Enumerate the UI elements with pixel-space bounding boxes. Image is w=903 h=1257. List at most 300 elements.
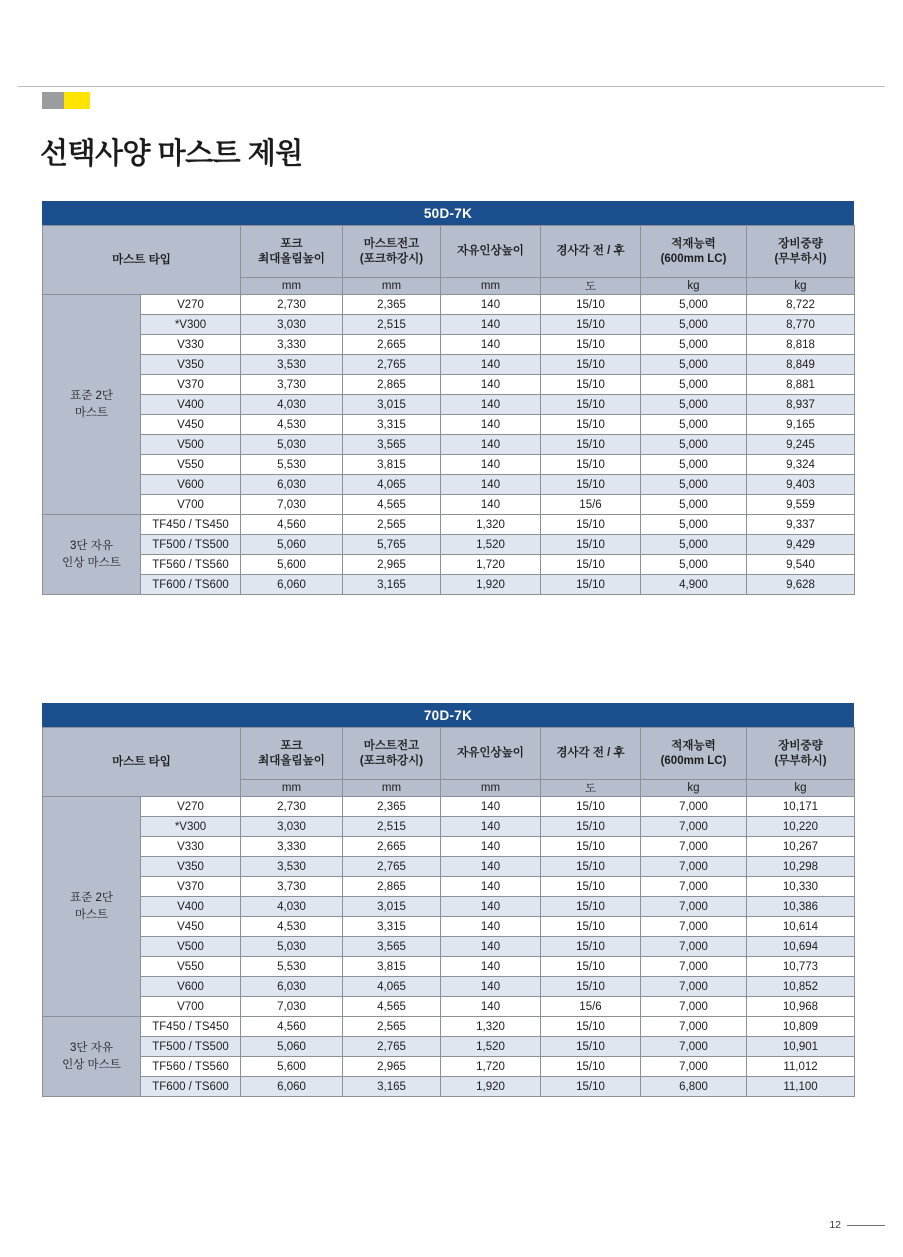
cell-capacity: 7,000	[641, 797, 747, 817]
header-mast-line1: 마스트전고	[363, 237, 420, 250]
cell-mast: 2,515	[343, 817, 441, 837]
cell-mast: 5,765	[343, 535, 441, 555]
cell-free: 140	[441, 817, 541, 837]
unit-mast: mm	[343, 278, 441, 295]
cell-capacity: 5,000	[641, 555, 747, 575]
cell-weight: 10,220	[747, 817, 855, 837]
cell-weight: 8,818	[747, 335, 855, 355]
cell-model: V330	[141, 335, 241, 355]
table-row	[43, 455, 855, 475]
table-row	[43, 1077, 855, 1097]
header-capacity	[641, 728, 747, 780]
footer-rule	[847, 1225, 885, 1226]
cell-weight: 9,403	[747, 475, 855, 495]
table-row	[43, 475, 855, 495]
cell-fork: 4,530	[241, 415, 343, 435]
table-header-row	[43, 728, 855, 780]
cell-capacity: 5,000	[641, 495, 747, 515]
cell-free: 140	[441, 315, 541, 335]
cell-model: V700	[141, 495, 241, 515]
cell-model: V600	[141, 977, 241, 997]
header-fork-max-lift	[241, 226, 343, 278]
cell-fork: 4,030	[241, 897, 343, 917]
header-mast-type: 마스트 타입	[43, 226, 241, 295]
header-free-lift: 자유인상높이	[441, 728, 541, 780]
cell-weight: 8,937	[747, 395, 855, 415]
header-fork-line2: 최대올림높이	[258, 754, 325, 767]
cell-model: V450	[141, 415, 241, 435]
cell-capacity: 5,000	[641, 455, 747, 475]
cell-fork: 5,030	[241, 937, 343, 957]
cell-tilt: 15/10	[541, 817, 641, 837]
cell-mast: 2,765	[343, 857, 441, 877]
table-body-triple	[43, 1017, 855, 1097]
cell-mast: 2,565	[343, 515, 441, 535]
cell-fork: 5,600	[241, 1057, 343, 1077]
cell-model: V400	[141, 395, 241, 415]
cell-free: 1,920	[441, 1077, 541, 1097]
cell-weight: 10,267	[747, 837, 855, 857]
cell-fork: 3,730	[241, 375, 343, 395]
cell-model: TF450 / TS450	[141, 515, 241, 535]
cell-weight: 11,100	[747, 1077, 855, 1097]
unit-weight: kg	[747, 278, 855, 295]
cell-free: 1,920	[441, 575, 541, 595]
cell-weight: 10,298	[747, 857, 855, 877]
cell-mast: 3,565	[343, 435, 441, 455]
color-swatch-group	[42, 92, 90, 109]
cell-model: *V300	[141, 817, 241, 837]
page-title: 선택사양 마스트 제원	[40, 138, 303, 170]
table-row	[43, 495, 855, 515]
cell-tilt: 15/10	[541, 455, 641, 475]
cell-weight: 9,165	[747, 415, 855, 435]
group-label-standard-2stage	[43, 295, 141, 515]
header-free-lift: 자유인상높이	[441, 226, 541, 278]
table-row	[43, 415, 855, 435]
cell-free: 140	[441, 355, 541, 375]
cell-tilt: 15/10	[541, 1077, 641, 1097]
cell-capacity: 5,000	[641, 375, 747, 395]
table-row	[43, 1037, 855, 1057]
cell-capacity: 5,000	[641, 335, 747, 355]
table-row	[43, 575, 855, 595]
cell-fork: 3,530	[241, 857, 343, 877]
cell-free: 140	[441, 997, 541, 1017]
header-capacity-line1: 적재능력	[671, 237, 716, 250]
cell-model: TF560 / TS560	[141, 1057, 241, 1077]
cell-mast: 3,165	[343, 575, 441, 595]
cell-weight: 10,171	[747, 797, 855, 817]
cell-capacity: 5,000	[641, 535, 747, 555]
cell-tilt: 15/10	[541, 515, 641, 535]
cell-capacity: 7,000	[641, 1017, 747, 1037]
swatch-gray-icon	[42, 92, 64, 109]
table-row	[43, 997, 855, 1017]
cell-fork: 4,560	[241, 515, 343, 535]
unit-free: mm	[441, 780, 541, 797]
cell-model: V550	[141, 957, 241, 977]
unit-weight: kg	[747, 780, 855, 797]
cell-free: 140	[441, 977, 541, 997]
cell-weight: 8,722	[747, 295, 855, 315]
cell-free: 140	[441, 897, 541, 917]
header-capacity	[641, 226, 747, 278]
header-weight	[747, 728, 855, 780]
cell-capacity: 5,000	[641, 415, 747, 435]
group-label-line2: 인상 마스트	[62, 556, 121, 569]
cell-weight: 9,628	[747, 575, 855, 595]
cell-capacity: 7,000	[641, 817, 747, 837]
cell-capacity: 5,000	[641, 315, 747, 335]
cell-free: 140	[441, 917, 541, 937]
cell-capacity: 5,000	[641, 395, 747, 415]
cell-model: V400	[141, 897, 241, 917]
cell-mast: 3,315	[343, 917, 441, 937]
cell-fork: 3,030	[241, 315, 343, 335]
unit-tilt: 도	[541, 278, 641, 295]
cell-mast: 4,065	[343, 475, 441, 495]
cell-model: TF500 / TS500	[141, 535, 241, 555]
cell-mast: 2,865	[343, 375, 441, 395]
cell-fork: 6,030	[241, 475, 343, 495]
cell-model: TF500 / TS500	[141, 1037, 241, 1057]
cell-tilt: 15/10	[541, 797, 641, 817]
header-fork-line2: 최대올림높이	[258, 252, 325, 265]
header-mast-line1: 마스트전고	[363, 739, 420, 752]
cell-free: 140	[441, 495, 541, 515]
cell-model: V350	[141, 355, 241, 375]
cell-tilt: 15/10	[541, 877, 641, 897]
cell-free: 1,520	[441, 1037, 541, 1057]
header-tilt-angle: 경사각 전 / 후	[541, 226, 641, 278]
spec-table	[42, 225, 855, 595]
cell-fork: 3,030	[241, 817, 343, 837]
cell-model: V270	[141, 295, 241, 315]
header-weight-line2: (무부하시)	[774, 754, 827, 767]
cell-fork: 4,560	[241, 1017, 343, 1037]
cell-mast: 2,965	[343, 555, 441, 575]
table-row	[43, 515, 855, 535]
cell-tilt: 15/10	[541, 957, 641, 977]
cell-free: 140	[441, 435, 541, 455]
unit-free: mm	[441, 278, 541, 295]
cell-mast: 4,565	[343, 495, 441, 515]
group-label-line1: 3단 자유	[70, 539, 113, 552]
cell-tilt: 15/10	[541, 435, 641, 455]
cell-tilt: 15/10	[541, 375, 641, 395]
cell-free: 140	[441, 837, 541, 857]
cell-capacity: 7,000	[641, 1057, 747, 1077]
unit-capacity: kg	[641, 278, 747, 295]
header-weight-line2: (무부하시)	[774, 252, 827, 265]
cell-mast: 3,015	[343, 395, 441, 415]
cell-mast: 2,365	[343, 797, 441, 817]
table-row	[43, 1057, 855, 1077]
table-body-standard	[43, 295, 855, 515]
cell-weight: 10,809	[747, 1017, 855, 1037]
cell-fork: 5,600	[241, 555, 343, 575]
cell-weight: 9,324	[747, 455, 855, 475]
cell-model: V270	[141, 797, 241, 817]
cell-capacity: 5,000	[641, 475, 747, 495]
header-weight-line1: 장비중량	[778, 739, 823, 752]
cell-free: 140	[441, 857, 541, 877]
unit-fork: mm	[241, 780, 343, 797]
cell-fork: 5,530	[241, 455, 343, 475]
table-row	[43, 555, 855, 575]
cell-weight: 9,337	[747, 515, 855, 535]
cell-tilt: 15/10	[541, 315, 641, 335]
cell-tilt: 15/10	[541, 1017, 641, 1037]
cell-tilt: 15/10	[541, 575, 641, 595]
group-label-line1: 표준 2단	[70, 891, 113, 904]
header-fork-max-lift	[241, 728, 343, 780]
cell-weight: 8,770	[747, 315, 855, 335]
cell-model: TF600 / TS600	[141, 575, 241, 595]
cell-tilt: 15/10	[541, 395, 641, 415]
group-label-line2: 마스트	[74, 908, 109, 921]
table-row	[43, 957, 855, 977]
header-mast-line2: (포크하강시)	[359, 252, 424, 265]
cell-free: 140	[441, 375, 541, 395]
header-mast-height	[343, 728, 441, 780]
unit-tilt: 도	[541, 780, 641, 797]
cell-capacity: 6,800	[641, 1077, 747, 1097]
spec-table	[42, 727, 855, 1097]
cell-tilt: 15/10	[541, 977, 641, 997]
cell-tilt: 15/10	[541, 415, 641, 435]
group-label-standard-2stage	[43, 797, 141, 1017]
cell-free: 140	[441, 395, 541, 415]
cell-mast: 4,565	[343, 997, 441, 1017]
cell-fork: 5,060	[241, 1037, 343, 1057]
cell-free: 1,720	[441, 1057, 541, 1077]
cell-free: 140	[441, 335, 541, 355]
table-row	[43, 535, 855, 555]
cell-free: 1,320	[441, 515, 541, 535]
cell-free: 140	[441, 797, 541, 817]
cell-tilt: 15/10	[541, 475, 641, 495]
cell-mast: 2,865	[343, 877, 441, 897]
cell-fork: 5,030	[241, 435, 343, 455]
header-divider	[18, 86, 885, 87]
group-label-triple-free	[43, 1017, 141, 1097]
table-row	[43, 877, 855, 897]
table-body-standard	[43, 797, 855, 1017]
cell-weight: 9,540	[747, 555, 855, 575]
cell-tilt: 15/10	[541, 937, 641, 957]
cell-capacity: 7,000	[641, 997, 747, 1017]
cell-mast: 2,765	[343, 355, 441, 375]
page-footer	[829, 1219, 885, 1231]
cell-fork: 3,530	[241, 355, 343, 375]
unit-capacity: kg	[641, 780, 747, 797]
cell-capacity: 7,000	[641, 857, 747, 877]
table-row	[43, 315, 855, 335]
cell-fork: 7,030	[241, 997, 343, 1017]
cell-mast: 2,665	[343, 837, 441, 857]
cell-fork: 3,730	[241, 877, 343, 897]
cell-model: V700	[141, 997, 241, 1017]
cell-tilt: 15/10	[541, 837, 641, 857]
group-label-line1: 3단 자유	[70, 1041, 113, 1054]
cell-free: 1,720	[441, 555, 541, 575]
cell-weight: 8,881	[747, 375, 855, 395]
cell-weight: 10,773	[747, 957, 855, 977]
cell-capacity: 7,000	[641, 957, 747, 977]
cell-tilt: 15/6	[541, 495, 641, 515]
swatch-yellow-icon	[64, 92, 90, 109]
spec-table-block-50d	[42, 201, 854, 595]
group-label-line1: 표준 2단	[70, 389, 113, 402]
cell-capacity: 5,000	[641, 435, 747, 455]
cell-model: TF560 / TS560	[141, 555, 241, 575]
header-weight-line1: 장비중량	[778, 237, 823, 250]
cell-weight: 11,012	[747, 1057, 855, 1077]
cell-weight: 9,559	[747, 495, 855, 515]
cell-tilt: 15/10	[541, 555, 641, 575]
table-row	[43, 355, 855, 375]
cell-capacity: 7,000	[641, 897, 747, 917]
unit-fork: mm	[241, 278, 343, 295]
cell-tilt: 15/6	[541, 997, 641, 1017]
table-row	[43, 375, 855, 395]
table-band-title: 70D-7K	[42, 703, 854, 727]
table-row	[43, 857, 855, 877]
cell-weight: 9,245	[747, 435, 855, 455]
cell-weight: 10,614	[747, 917, 855, 937]
cell-free: 140	[441, 415, 541, 435]
cell-weight: 8,849	[747, 355, 855, 375]
cell-model: V450	[141, 917, 241, 937]
table-row	[43, 335, 855, 355]
table-row	[43, 937, 855, 957]
cell-mast: 3,015	[343, 897, 441, 917]
cell-capacity: 5,000	[641, 515, 747, 535]
cell-mast: 2,365	[343, 295, 441, 315]
cell-free: 140	[441, 877, 541, 897]
table-row	[43, 797, 855, 817]
cell-tilt: 15/10	[541, 917, 641, 937]
cell-model: V500	[141, 937, 241, 957]
cell-free: 140	[441, 295, 541, 315]
cell-capacity: 7,000	[641, 977, 747, 997]
header-weight	[747, 226, 855, 278]
cell-mast: 2,665	[343, 335, 441, 355]
cell-tilt: 15/10	[541, 897, 641, 917]
cell-weight: 10,852	[747, 977, 855, 997]
cell-tilt: 15/10	[541, 857, 641, 877]
cell-capacity: 7,000	[641, 877, 747, 897]
cell-model: V350	[141, 857, 241, 877]
cell-fork: 2,730	[241, 797, 343, 817]
cell-weight: 10,386	[747, 897, 855, 917]
header-tilt-angle: 경사각 전 / 후	[541, 728, 641, 780]
cell-model: V550	[141, 455, 241, 475]
cell-tilt: 15/10	[541, 1057, 641, 1077]
cell-free: 1,320	[441, 1017, 541, 1037]
cell-capacity: 7,000	[641, 917, 747, 937]
cell-tilt: 15/10	[541, 535, 641, 555]
cell-fork: 7,030	[241, 495, 343, 515]
group-label-triple-free	[43, 515, 141, 595]
cell-model: TF450 / TS450	[141, 1017, 241, 1037]
cell-fork: 6,060	[241, 575, 343, 595]
header-capacity-line1: 적재능력	[671, 739, 716, 752]
table-row	[43, 837, 855, 857]
cell-mast: 2,515	[343, 315, 441, 335]
header-mast-line2: (포크하강시)	[359, 754, 424, 767]
cell-free: 140	[441, 957, 541, 977]
cell-free: 140	[441, 455, 541, 475]
cell-capacity: 7,000	[641, 1037, 747, 1057]
table-row	[43, 897, 855, 917]
table-header-row	[43, 226, 855, 278]
cell-fork: 4,530	[241, 917, 343, 937]
table-body-triple	[43, 515, 855, 595]
cell-fork: 5,060	[241, 535, 343, 555]
cell-capacity: 5,000	[641, 295, 747, 315]
header-fork-line1: 포크	[280, 237, 303, 250]
table-row	[43, 435, 855, 455]
unit-mast: mm	[343, 780, 441, 797]
spec-table-block-70d	[42, 703, 854, 1097]
cell-mast: 2,565	[343, 1017, 441, 1037]
cell-free: 140	[441, 475, 541, 495]
group-label-line2: 마스트	[74, 406, 109, 419]
cell-model: V600	[141, 475, 241, 495]
cell-weight: 10,968	[747, 997, 855, 1017]
table-row	[43, 1017, 855, 1037]
cell-weight: 10,330	[747, 877, 855, 897]
header-capacity-line2: (600mm LC)	[660, 754, 727, 767]
cell-weight: 9,429	[747, 535, 855, 555]
cell-fork: 3,330	[241, 335, 343, 355]
cell-free: 1,520	[441, 535, 541, 555]
header-mast-type: 마스트 타입	[43, 728, 241, 797]
cell-model: *V300	[141, 315, 241, 335]
header-capacity-line2: (600mm LC)	[660, 252, 727, 265]
cell-tilt: 15/10	[541, 355, 641, 375]
cell-fork: 6,030	[241, 977, 343, 997]
cell-fork: 5,530	[241, 957, 343, 977]
cell-mast: 3,565	[343, 937, 441, 957]
cell-tilt: 15/10	[541, 295, 641, 315]
cell-weight: 10,694	[747, 937, 855, 957]
cell-weight: 10,901	[747, 1037, 855, 1057]
table-row	[43, 395, 855, 415]
cell-capacity: 7,000	[641, 837, 747, 857]
cell-fork: 2,730	[241, 295, 343, 315]
cell-capacity: 5,000	[641, 355, 747, 375]
cell-mast: 3,165	[343, 1077, 441, 1097]
cell-mast: 3,315	[343, 415, 441, 435]
cell-tilt: 15/10	[541, 335, 641, 355]
page-number: 12	[829, 1219, 841, 1231]
table-row	[43, 977, 855, 997]
cell-mast: 4,065	[343, 977, 441, 997]
cell-fork: 3,330	[241, 837, 343, 857]
header-fork-line1: 포크	[280, 739, 303, 752]
cell-fork: 4,030	[241, 395, 343, 415]
cell-mast: 2,765	[343, 1037, 441, 1057]
cell-capacity: 4,900	[641, 575, 747, 595]
cell-fork: 6,060	[241, 1077, 343, 1097]
cell-tilt: 15/10	[541, 1037, 641, 1057]
header-mast-height	[343, 226, 441, 278]
cell-model: V500	[141, 435, 241, 455]
